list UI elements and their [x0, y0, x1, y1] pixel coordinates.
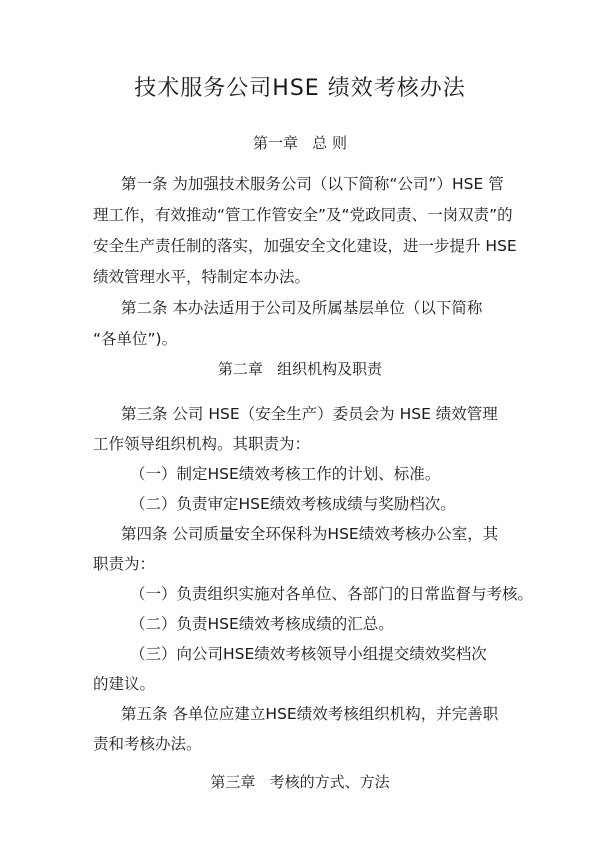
article-4-clause: （三）向公司HSE绩效考核领导小组提交绩效奖档次	[130, 645, 487, 663]
article-1-line: 理工作，有效推动“管工作管安全”及“党政同责、一岗双责”的	[93, 206, 513, 224]
article-1-line: 安全生产责任制的落实，加强安全文化建设，进一步提升 HSE	[93, 237, 517, 255]
article-4-clause: （一）负责组织实施对各单位、各部门的日常监督与考核。	[130, 585, 534, 603]
document-title: 技术服务公司HSE 绩效考核办法	[134, 76, 466, 101]
article-1-line: 第一条 为加强技术服务公司（以下简称“公司”）HSE 管	[121, 175, 504, 193]
chapter-2-heading: 第二章 组织机构及职责	[217, 360, 383, 378]
article-5-line: 第五条 各单位应建立HSE绩效考核组织机构，并完善职	[121, 705, 499, 723]
article-1-line: 绩效管理水平，特制定本办法。	[93, 268, 311, 286]
article-4-clause-continuation: 的建议。	[93, 675, 156, 693]
chapter-3-heading: 第三章 考核的方式、方法	[210, 773, 390, 791]
article-2-line: 第二条 本办法适用于公司及所属基层单位（以下简称	[121, 299, 483, 317]
article-4-line: 第四条 公司质量安全环保科为HSE绩效考核办公室，其	[121, 525, 499, 543]
article-2-line: “各单位”)。	[93, 330, 178, 348]
article-5-line: 责和考核办法。	[93, 735, 202, 753]
article-3-line: 工作领导组织机构。其职责为：	[93, 435, 311, 453]
chapter-1-heading: 第一章 总 则	[252, 134, 348, 152]
article-4-clause: （二）负责HSE绩效考核成绩的汇总。	[130, 615, 394, 633]
article-3-clause: （一）制定HSE绩效考核工作的计划、标准。	[130, 465, 441, 483]
article-4-line: 职责为：	[93, 555, 156, 573]
article-3-clause: （二）负责审定HSE绩效考核成绩与奖励档次。	[130, 495, 456, 513]
article-3-line: 第三条 公司 HSE（安全生产）委员会为 HSE 绩效管理	[121, 405, 498, 423]
